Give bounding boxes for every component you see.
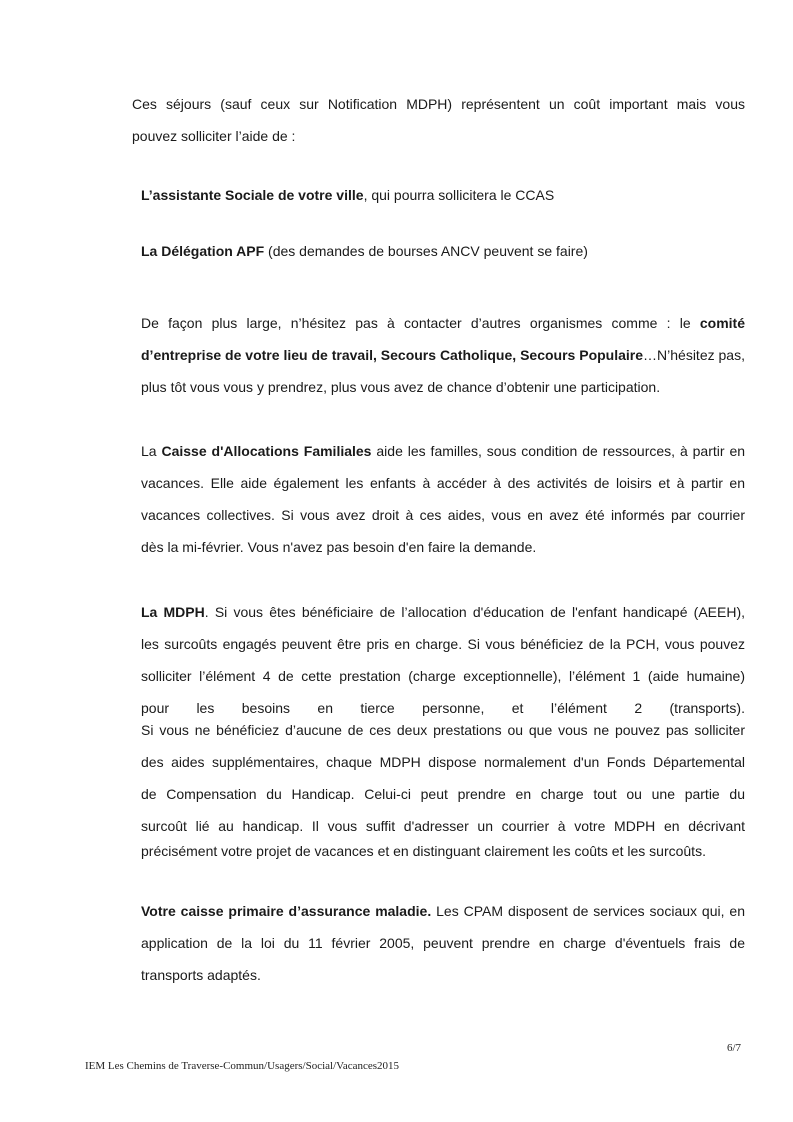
text-run: pour les besoins en tierce personne, et l’élément 2 (transports). (141, 700, 745, 716)
bold-text: comité (699, 315, 745, 331)
text-line (141, 378, 745, 396)
text-line (141, 753, 745, 771)
text-line (141, 603, 745, 621)
text-line (141, 785, 745, 803)
text-line (141, 442, 745, 460)
text-run: vacances collectives. Si vous avez droit à ces aides, vous en avez été informés par courrier (141, 507, 745, 523)
bold-text: Caisse d'Allocations Familiales (161, 443, 372, 459)
text-line (132, 127, 745, 145)
text-run: , qui pourra sollicitera le CCAS (363, 187, 555, 203)
text-run: transports adaptés. (141, 967, 261, 983)
text-line (141, 966, 745, 984)
text-line (141, 721, 745, 739)
text-run: (des demandes de bourses ANCV peuvent se faire) (264, 243, 588, 259)
text-run: solliciter l’élément 4 de cette prestation (charge exceptionnelle), l’élément 1 (aide humaine) (141, 668, 745, 684)
text-run: aide les familles, sous condition de ressources, à partir en (371, 443, 746, 459)
text-run: De façon plus large, n’hésitez pas à contacter d’autres organismes comme : le (141, 315, 700, 331)
text-run: surcoût lié au handicap. Il vous suffit d'adresser un courrier à votre MDPH en décrivant (141, 818, 745, 834)
text-run: …N’hésitez pas, (643, 347, 745, 363)
text-run: Les CPAM disposent de services sociaux qui, en (431, 903, 745, 919)
bold-text: d’entreprise de votre lieu de travail, Secours Catholique, Secours Populaire (141, 347, 644, 363)
text-run: vacances. Elle aide également les enfants à accéder à des activités de loisirs et à partir en (141, 475, 745, 491)
text-line (141, 902, 745, 920)
text-line (141, 506, 745, 524)
text-run: application de la loi du 11 février 2005, peuvent prendre en charge d'éventuels frais de (141, 935, 745, 951)
text-run: La (141, 443, 162, 459)
bold-text: La Délégation APF (141, 243, 265, 259)
text-line (141, 186, 745, 204)
text-line (141, 817, 745, 835)
text-line (141, 314, 745, 332)
text-run: . Si vous êtes bénéficiaire de l’allocation d'éducation de l'enfant handicapé (AEEH), (204, 604, 746, 620)
bold-text: La MDPH (141, 604, 205, 620)
text-run: dès la mi-février. Vous n'avez pas besoin d'en faire la demande. (141, 539, 537, 555)
bold-text: Votre caisse primaire d’assurance maladie. (141, 903, 432, 919)
text-run: Ces séjours (sauf ceux sur Notification MDPH) représentent un coût important mais vous (132, 96, 745, 112)
text-line (132, 95, 745, 113)
text-line (141, 242, 745, 260)
bold-text: L’assistante Sociale de votre ville (141, 187, 364, 203)
page-number: 6/7 (727, 1042, 742, 1054)
text-run: plus tôt vous vous y prendrez, plus vous avez de chance d’obtenir une participation. (141, 379, 661, 395)
text-line (141, 635, 745, 653)
text-run: Si vous ne bénéficiez d’aucune de ces deux prestations ou que vous ne pouvez pas solliciter (141, 722, 745, 738)
text-line (141, 538, 745, 556)
text-line (141, 474, 745, 492)
text-run: précisément votre projet de vacances et en distinguant clairement les coûts et les surcoûts. (141, 843, 706, 859)
text-line (141, 934, 745, 952)
text-run: des aides supplémentaires, chaque MDPH dispose normalement d'un Fonds Départemental (141, 754, 745, 770)
text-run: de Compensation du Handicap. Celui-ci peut prendre en charge tout ou une partie du (141, 786, 745, 802)
text-run: les surcoûts engagés peuvent être pris en charge. Si vous bénéficiez de la PCH, vous pouvez (141, 636, 745, 652)
text-line (141, 346, 745, 364)
footer-path: IEM Les Chemins de Traverse-Commun/Usagers/Social/Vacances2015 (85, 1060, 400, 1072)
text-line (141, 667, 745, 685)
text-run: pouvez solliciter l’aide de : (132, 128, 296, 144)
text-line (141, 699, 745, 717)
text-line (141, 842, 745, 860)
